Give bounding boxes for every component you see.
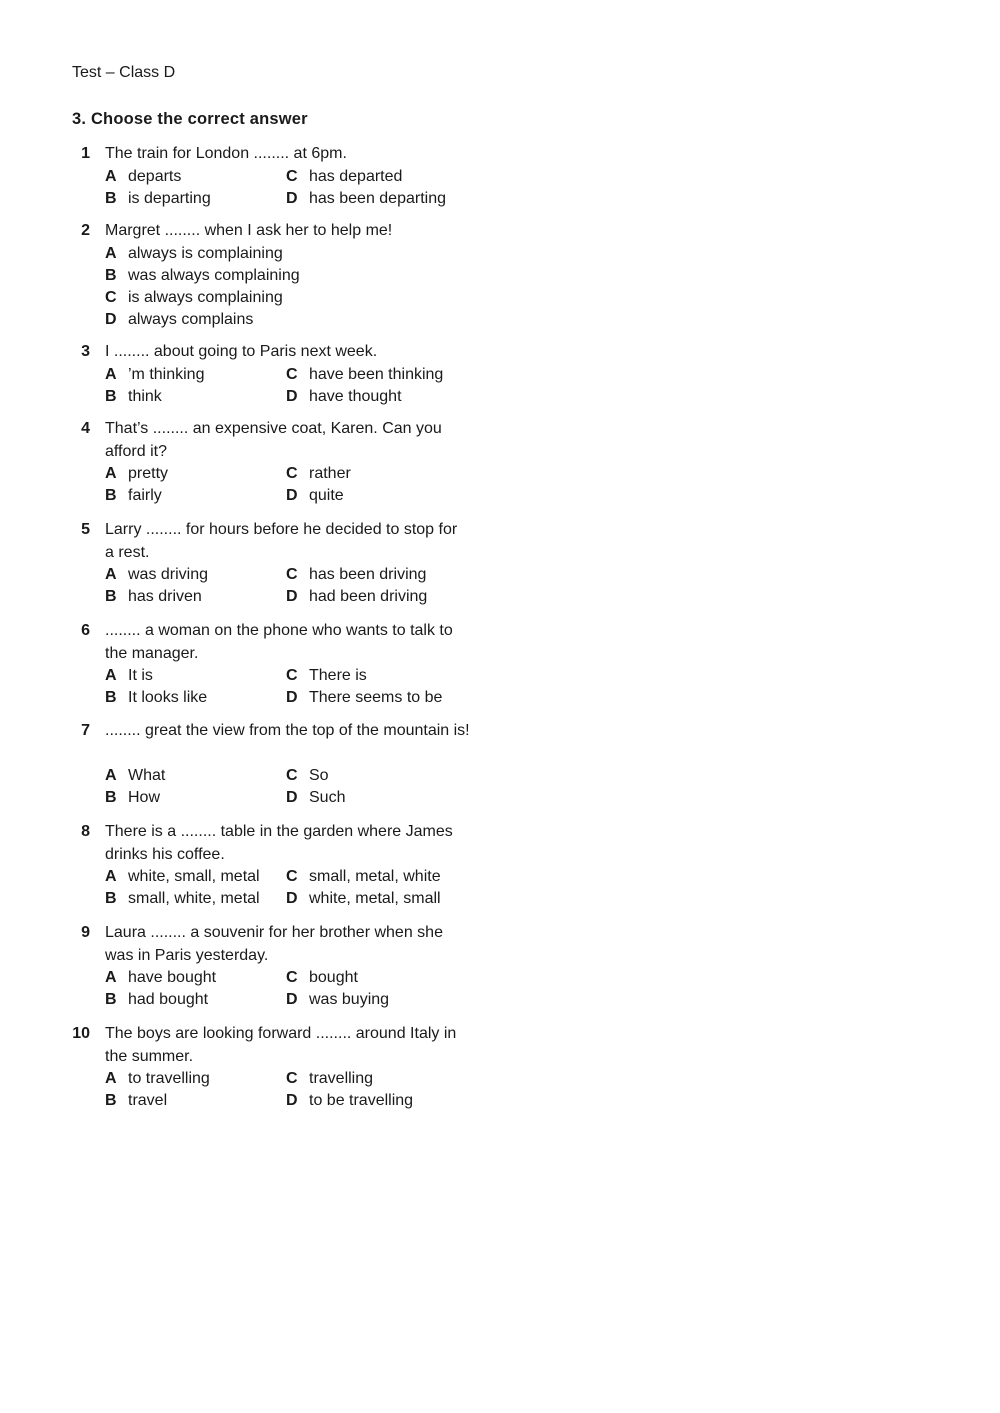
option-letter: B — [105, 991, 117, 1008]
option-letter: C — [286, 365, 298, 383]
option-letter: D — [286, 689, 298, 706]
option-d[interactable] — [286, 989, 389, 1011]
question-text: Laura ........ a souvenir for her brother when she was in Paris yesterday. — [105, 924, 443, 964]
option-text: bought — [309, 969, 358, 986]
option-text: What — [128, 767, 166, 784]
option-letter: C — [286, 167, 298, 185]
option-letter: D — [286, 789, 298, 806]
option-b[interactable] — [105, 1090, 167, 1112]
option-letter: C — [286, 1070, 298, 1087]
option-text: So — [309, 767, 329, 784]
option-text: quite — [309, 487, 344, 504]
option-text: It looks like — [128, 689, 208, 706]
option-c[interactable] — [105, 287, 283, 309]
question-number: 2 — [81, 222, 90, 239]
option-text: is always complaining — [128, 288, 283, 306]
option-letter: A — [105, 365, 117, 383]
option-text: There seems to be — [309, 689, 443, 706]
option-letter: A — [105, 244, 117, 262]
option-text: travel — [128, 1092, 168, 1109]
option-letter: B — [105, 890, 117, 907]
question-number: 3 — [81, 343, 90, 360]
option-c[interactable] — [286, 866, 441, 888]
option-letter: B — [105, 487, 117, 504]
question-number: 8 — [81, 823, 90, 840]
option-letter: A — [105, 566, 117, 583]
option-letter: B — [105, 1092, 117, 1109]
option-text: departs — [128, 167, 182, 185]
option-c[interactable] — [286, 564, 426, 586]
option-text: had bought — [128, 991, 209, 1008]
option-letter: B — [105, 189, 117, 207]
option-c[interactable] — [286, 364, 443, 386]
option-text: is departing — [128, 189, 211, 207]
question-number: 10 — [72, 1025, 90, 1042]
option-letter: B — [105, 387, 117, 405]
option-b[interactable] — [105, 888, 260, 910]
option-letter: D — [286, 1092, 298, 1109]
option-letter: D — [105, 310, 117, 328]
option-c[interactable] — [286, 1068, 373, 1090]
option-c[interactable] — [286, 765, 329, 787]
option-d[interactable] — [286, 687, 442, 709]
option-letter: B — [105, 266, 117, 284]
question-text: The train for London ........ at 6pm. — [105, 145, 347, 162]
option-d[interactable] — [286, 586, 427, 608]
option-text: was buying — [309, 991, 390, 1008]
question-number: 5 — [81, 521, 90, 538]
option-a[interactable] — [105, 463, 168, 485]
option-d[interactable] — [286, 888, 441, 910]
option-b[interactable] — [105, 989, 208, 1011]
option-letter: D — [286, 189, 298, 207]
option-text: to travelling — [128, 1070, 210, 1087]
option-d[interactable] — [286, 787, 345, 809]
question-text: ........ a woman on the phone who wants to talk to the manager. — [105, 622, 453, 662]
option-text: have been thinking — [309, 365, 444, 383]
option-b[interactable] — [105, 485, 162, 507]
option-letter: C — [105, 288, 117, 306]
option-text: has been driving — [309, 566, 427, 583]
question-number: 9 — [81, 924, 90, 941]
option-c[interactable] — [286, 665, 367, 687]
option-b[interactable] — [105, 188, 211, 210]
option-a[interactable] — [105, 665, 153, 687]
option-text: always is complaining — [128, 244, 283, 262]
option-letter: D — [286, 588, 298, 605]
option-letter: A — [105, 969, 117, 986]
option-letter: B — [105, 789, 117, 806]
option-letter: C — [286, 667, 298, 684]
question-number: 6 — [81, 622, 90, 639]
option-text: always complains — [128, 310, 254, 328]
option-text: small, white, metal — [128, 890, 260, 907]
option-d[interactable] — [105, 309, 253, 331]
option-text: pretty — [128, 465, 169, 482]
option-d[interactable] — [286, 485, 344, 507]
option-text: fairly — [128, 487, 162, 504]
option-text: think — [128, 387, 162, 405]
option-b[interactable] — [105, 687, 207, 709]
option-text: had been driving — [309, 588, 428, 605]
question-number: 7 — [81, 722, 90, 739]
option-a[interactable] — [105, 765, 165, 787]
option-a[interactable] — [105, 166, 181, 188]
option-letter: D — [286, 387, 298, 405]
option-letter: C — [286, 969, 298, 986]
option-b[interactable] — [105, 386, 162, 408]
option-text: was always complaining — [128, 266, 300, 284]
question-text: ........ great the view from the top of the mountain is! — [105, 722, 470, 739]
question-text: There is a ........ table in the garden where James drinks his coffee. — [105, 823, 453, 863]
option-text: There is — [309, 667, 367, 684]
option-c[interactable] — [286, 967, 358, 989]
option-b[interactable] — [105, 586, 202, 608]
option-letter: A — [105, 1070, 117, 1087]
option-text: white, small, metal — [128, 868, 260, 885]
option-letter: D — [286, 890, 298, 907]
option-text: have thought — [309, 387, 402, 405]
option-letter: A — [105, 667, 117, 684]
option-letter: D — [286, 991, 298, 1008]
option-b[interactable] — [105, 265, 300, 287]
option-b[interactable] — [105, 787, 160, 809]
option-text: has been departing — [309, 189, 446, 207]
option-text: white, metal, small — [309, 890, 441, 907]
option-a[interactable] — [105, 1068, 210, 1090]
option-letter: A — [105, 767, 117, 784]
section-title: 3. Choose the correct answer — [72, 110, 308, 128]
question-text: The boys are looking forward ........ around Italy in the summer. — [105, 1025, 457, 1065]
option-letter: C — [286, 465, 298, 482]
option-letter: C — [286, 566, 298, 583]
page-header: Test – Class D — [72, 64, 176, 81]
question-text: Larry ........ for hours before he decided to stop for a rest. — [105, 521, 458, 561]
option-letter: A — [105, 167, 117, 185]
question-number: 4 — [81, 420, 90, 437]
option-letter: B — [105, 588, 117, 605]
option-text: Such — [309, 789, 346, 806]
option-a[interactable] — [105, 564, 208, 586]
question-text: That’s ........ an expensive coat, Karen. Can you afford it? — [105, 420, 442, 460]
option-a[interactable] — [105, 243, 283, 265]
option-d[interactable] — [286, 1090, 413, 1112]
option-letter: A — [105, 868, 117, 885]
option-text: travelling — [309, 1070, 374, 1087]
option-text: has departed — [309, 167, 403, 185]
option-text: small, metal, white — [309, 868, 441, 885]
option-text: has driven — [128, 588, 202, 605]
option-a[interactable] — [105, 866, 260, 888]
option-c[interactable] — [286, 166, 402, 188]
question-text: I ........ about going to Paris next week. — [105, 343, 378, 360]
option-letter: D — [286, 487, 298, 504]
option-text: was driving — [128, 566, 209, 583]
option-letter: B — [105, 689, 117, 706]
option-text: rather — [309, 465, 351, 482]
question-text: Margret ........ when I ask her to help me! — [105, 222, 393, 239]
option-a[interactable] — [105, 364, 204, 386]
option-text: to be travelling — [309, 1092, 414, 1109]
option-text: have bought — [128, 969, 217, 986]
option-text: ’m thinking — [128, 365, 205, 383]
option-c[interactable] — [286, 463, 351, 485]
option-letter: A — [105, 465, 117, 482]
option-d[interactable] — [286, 386, 402, 408]
option-text: It is — [128, 667, 153, 684]
option-d[interactable] — [286, 188, 446, 210]
option-letter: C — [286, 868, 298, 885]
option-text: How — [128, 789, 161, 806]
option-a[interactable] — [105, 967, 216, 989]
question-number: 1 — [81, 145, 90, 162]
option-letter: C — [286, 767, 298, 784]
